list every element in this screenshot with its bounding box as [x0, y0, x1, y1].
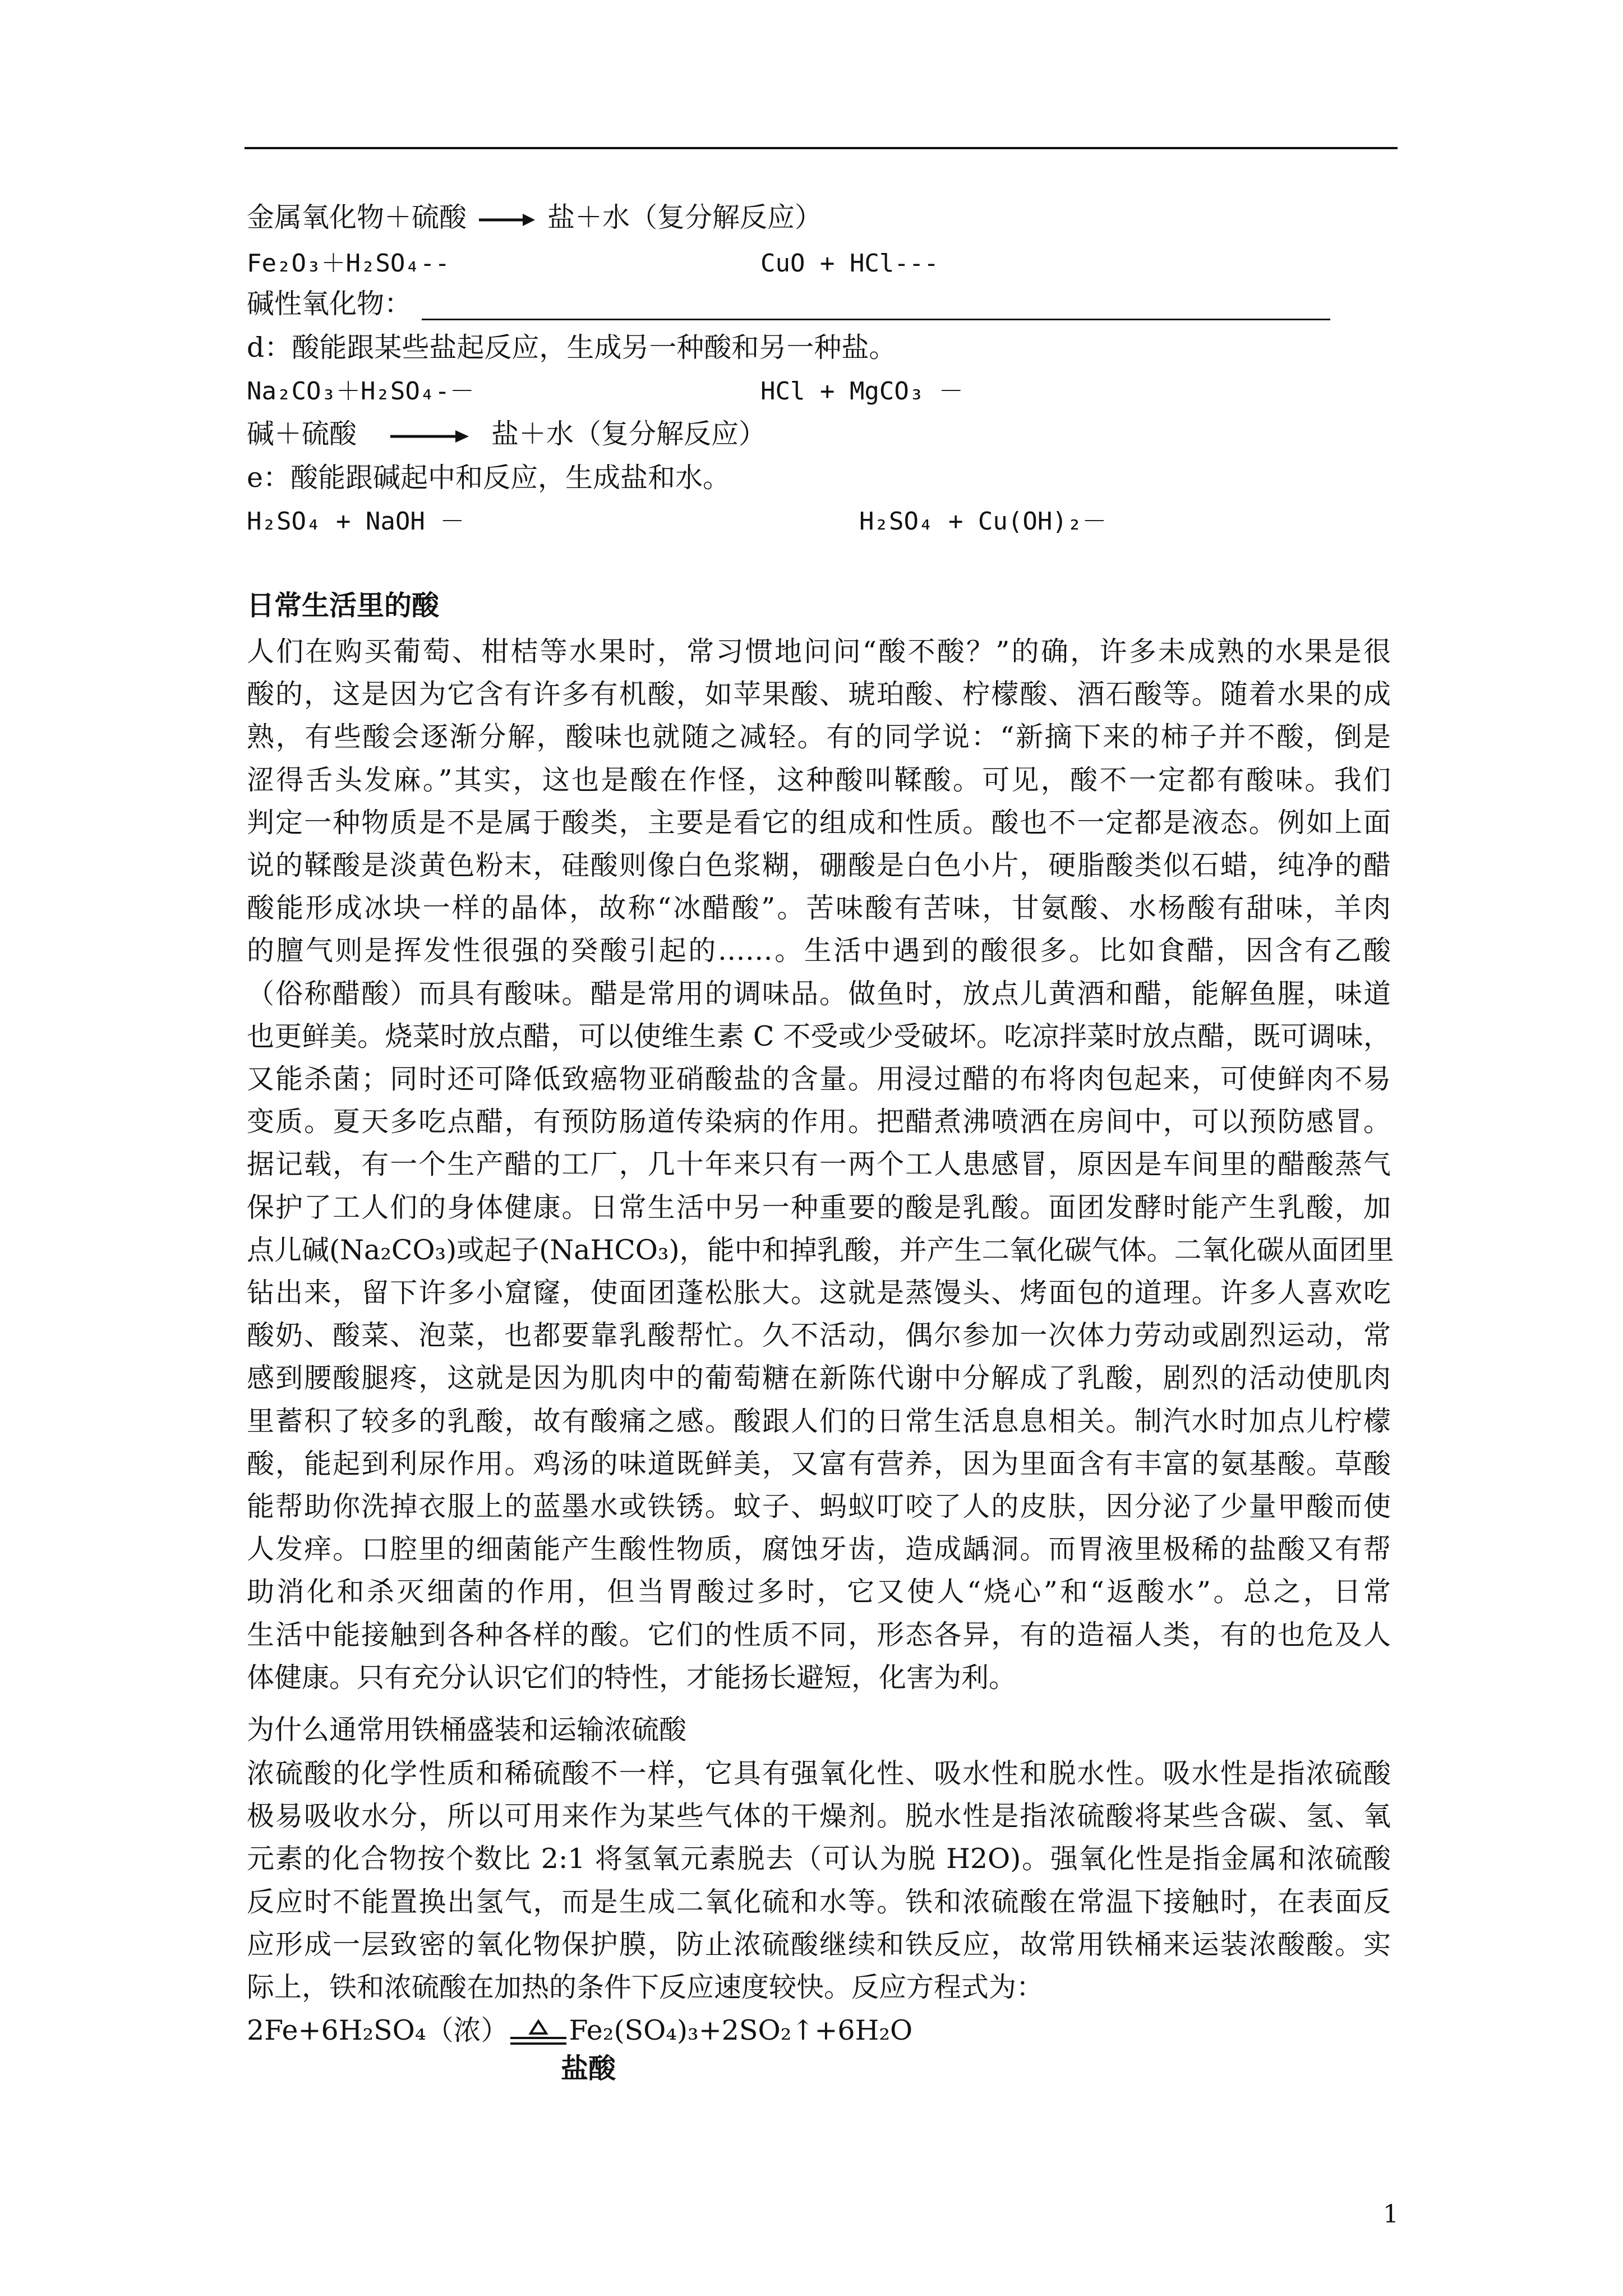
basic-oxide-label: 碱性氧化物：	[247, 288, 412, 320]
rule-d-text: d：酸能跟某些盐起反应，生成另一种酸和另一种盐。	[247, 332, 897, 364]
paragraph-line: 酸，能起到利尿作用。鸡汤的味道既鲜美，又富有营养，因为里面含有丰富的氨基酸。草酸	[247, 1447, 1391, 1480]
rule-e-text: e：酸能跟碱起中和反应，生成盐和水。	[247, 462, 730, 494]
base-rule-line	[247, 417, 766, 451]
paragraph-line: 保护了工人们的身体健康。日常生活中另一种重要的酸是乳酸。面团发酵时能产生乳酸，加	[247, 1191, 1391, 1223]
section-title-iron-bucket: 为什么通常用铁桶盛装和运输浓硫酸	[247, 1714, 687, 1746]
eq3-left: H₂SO₄ + NaOH －	[247, 507, 465, 536]
paragraph-line: 点儿碱(Na₂CO₃)或起子(NaHCO₃)，能中和掉乳酸，并产生二氧化碳气体。二氧化碳从面团里	[247, 1234, 1394, 1266]
section-title-daily-acids: 日常生活里的酸	[247, 590, 440, 622]
answer-blank-line	[422, 319, 1330, 320]
paragraph-line: 体健康。只有充分认识它们的特性，才能扬长避短，化害为利。	[247, 1661, 1017, 1694]
paragraph-line: 人发痒。口腔里的细菌能产生酸性物质，腐蚀牙齿，造成龋洞。而胃液里极稀的盐酸又有帮	[247, 1533, 1391, 1566]
paragraph-line: 酸奶、酸菜、泡菜，也都要靠乳酸帮忙。久不活动，偶尔参加一次体力劳动或剧烈运动，常	[247, 1319, 1391, 1352]
daily-acids-paragraph	[247, 631, 1394, 1699]
metal-oxide-rule-text: 金属氧化物＋硫酸	[247, 201, 467, 233]
paragraph-line: 人们在购买葡萄、柑桔等水果时，常习惯地问问“酸不酸？”的确，许多未成熟的水果是很	[247, 636, 1391, 668]
paragraph-line: 里蓄积了较多的乳酸，故有酸痛之感。酸跟人们的日常生活息息相关。制汽水时加点儿柠檬	[247, 1405, 1391, 1437]
page-number: 1	[1383, 2200, 1399, 2229]
paragraph-line: 酸能形成冰块一样的晶体，故称“冰醋酸”。苦味酸有苦味，甘氨酸、水杨酸有甜味，羊肉	[247, 892, 1391, 924]
paragraph-line: 元素的化合物按个数比 2:1 将氢氧元素脱去（可认为脱 H2O)。强氧化性是指金属和浓硫酸	[247, 1843, 1391, 1875]
metal-oxide-result-text: 盐＋水（复分解反应）	[547, 201, 823, 233]
paragraph-line: 极易吸收水分，所以可用来作为某些气体的干燥剂。脱水性是指浓硫酸将某些含碳、氢、氧	[247, 1800, 1391, 1833]
paragraph-line: 说的鞣酸是淡黄色粉末，硅酸则像白色浆糊，硼酸是白色小片，硬脂酸类似石蜡，纯净的醋	[247, 849, 1391, 882]
paragraph-line: 感到腰酸腿疼，这就是因为肌肉中的葡萄糖在新陈代谢中分解成了乳酸，剧烈的活动使肌肉	[247, 1362, 1391, 1395]
base-rule-text: 碱＋硫酸	[247, 418, 357, 450]
header-rule	[245, 147, 1398, 149]
sulfuric-acid-paragraph	[247, 1752, 1391, 2009]
paragraph-line: 熟，有些酸会逐渐分解，酸味也就随之减轻。有的同学说：“新摘下来的柿子并不酸，倒是	[247, 721, 1391, 753]
eq3-right: H₂SO₄ + Cu(OH)₂－	[859, 507, 1107, 536]
paragraph-line: 涩得舌头发麻。”其实，这也是酸在作怪，这种酸叫鞣酸。可见，酸不一定都有酸味。我们	[247, 763, 1391, 796]
section-title-hydrochloric-acid: 盐酸	[561, 2053, 616, 2085]
metal-oxide-rule-line	[247, 201, 822, 234]
paragraph-line: 反应时不能置换出氢气，而是生成二氧化硫和水等。铁和浓硫酸在常温下接触时，在表面反	[247, 1885, 1391, 1918]
eq2-left: Na₂CO₃＋H₂SO₄-－	[247, 377, 474, 406]
paragraph-line: 又能杀菌；同时还可降低致癌物亚硝酸盐的含量。用浸过醋的布将肉包起来，可使鲜肉不易	[247, 1063, 1391, 1096]
right-arrow-icon	[479, 211, 535, 228]
heating-equals-icon	[510, 2019, 566, 2047]
reaction-equation	[247, 2014, 912, 2047]
paragraph-line: 酸的，这是因为它含有许多有机酸，如苹果酸、琥珀酸、柠檬酸、酒石酸等。随着水果的成	[247, 678, 1391, 711]
eq2-right: HCl + MgCO₃ －	[760, 377, 963, 406]
paragraph-line: 的膻气则是挥发性很强的癸酸引起的……。生活中遇到的酸很多。比如食醋，因含有乙酸	[247, 935, 1391, 967]
base-result-text: 盐＋水（复分解反应）	[491, 418, 767, 450]
equation-left: 2Fe+6H₂SO₄（浓）	[247, 2014, 509, 2046]
paragraph-line: 浓硫酸的化学性质和稀硫酸不一样，它具有强氧化性、吸水性和脱水性。吸水性是指浓硫酸	[247, 1757, 1391, 1789]
paragraph-line: 判定一种物质是不是属于酸类，主要是看它的组成和性质。酸也不一定都是液态。例如上面	[247, 806, 1391, 839]
paragraph-line: 钻出来，留下许多小窟窿，使面团蓬松胀大。这就是蒸馒头、烤面包的道理。许多人喜欢吃	[247, 1277, 1391, 1309]
paragraph-line: 应形成一层致密的氧化物保护膜，防止浓硫酸继续和铁反应，故常用铁桶来运装浓酸酸。实	[247, 1928, 1391, 1961]
paragraph-line: 能帮助你洗掉衣服上的蓝墨水或铁锈。蚊子、蚂蚁叮咬了人的皮肤，因分泌了少量甲酸而使	[247, 1490, 1391, 1523]
paragraph-line: （俗称醋酸）而具有酸味。醋是常用的调味品。做鱼时，放点儿黄酒和醋，能解鱼腥，味道	[247, 977, 1391, 1010]
equation-right: Fe₂(SO₄)₃+2SO₂↑+6H₂O	[569, 2014, 913, 2046]
paragraph-line: 据记载，有一个生产醋的工厂，几十年来只有一两个工人患感冒，原因是车间里的醋酸蒸气	[247, 1148, 1391, 1181]
paragraph-line: 变质。夏天多吃点醋，有预防肠道传染病的作用。把醋煮沸喷洒在房间中，可以预防感冒。	[247, 1106, 1391, 1138]
paragraph-line: 际上，铁和浓硫酸在加热的条件下反应速度较快。反应方程式为：	[247, 1971, 1044, 2004]
eq1-left: Fe₂O₃＋H₂SO₄--	[247, 249, 450, 278]
paragraph-line: 也更鲜美。烧菜时放点醋，可以使维生素 C 不受或少受破坏。吃凉拌菜时放点醋，既可调味，	[247, 1020, 1391, 1052]
paragraph-line: 生活中能接触到各种各样的酸。它们的性质不同，形态各异，有的造福人类，有的也危及人	[247, 1618, 1391, 1651]
eq1-right: CuO + HCl---	[760, 249, 939, 278]
right-arrow-icon	[390, 428, 469, 445]
paragraph-line: 助消化和杀灭细菌的作用，但当胃酸过多时，它又使人“烧心”和“返酸水”。总之，日常	[247, 1576, 1391, 1608]
